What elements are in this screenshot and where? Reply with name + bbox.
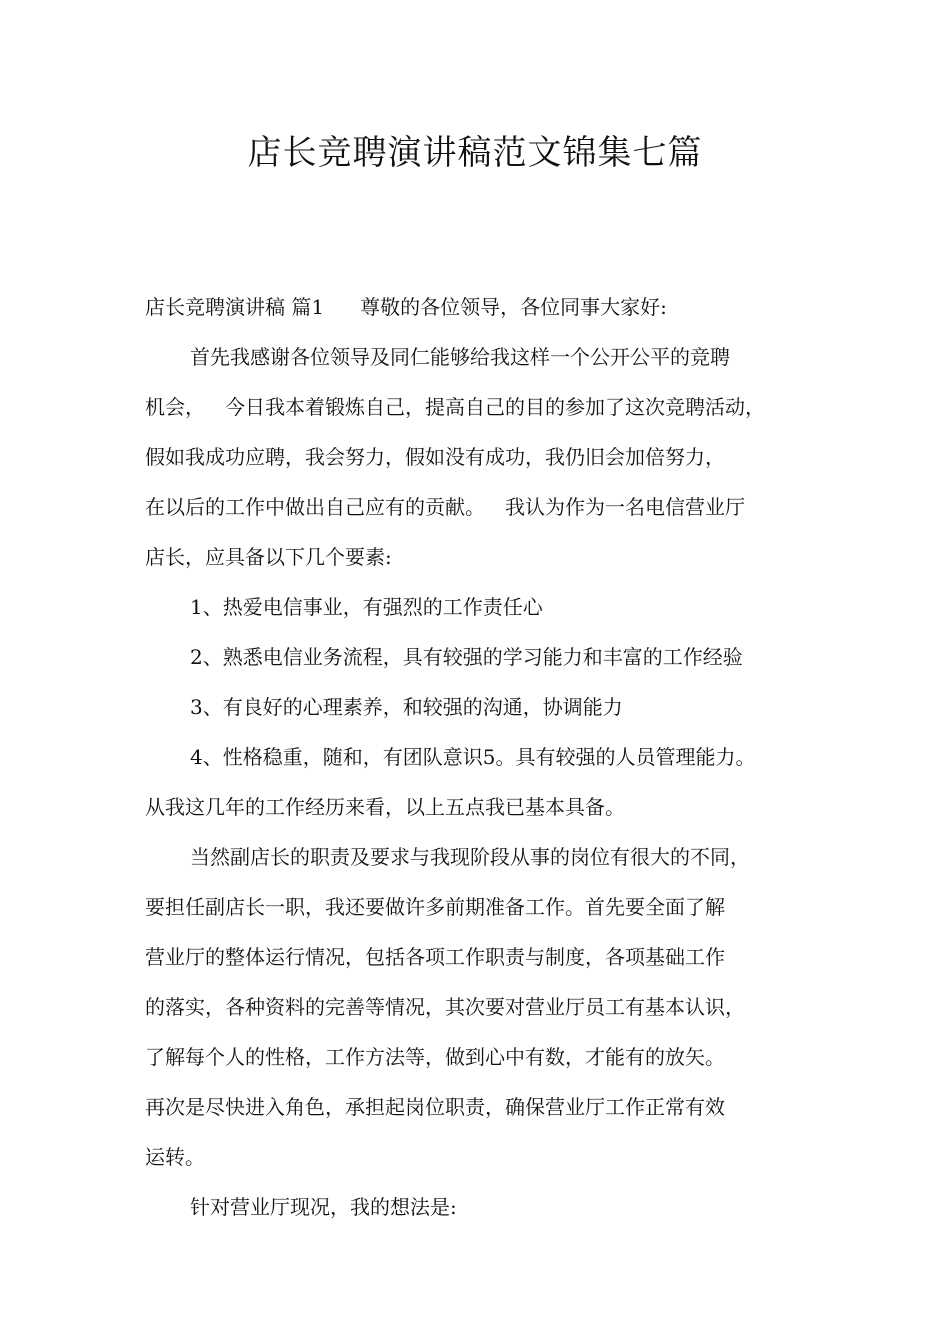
document-title: 店长竞聘演讲稿范文锦集七篇: [247, 133, 703, 173]
paragraph-line: 运转。: [145, 1145, 205, 1169]
paragraph-line: [145, 382, 825, 432]
list-item: 1、热爱电信事业，有强烈的工作责任心: [190, 595, 543, 619]
paragraph-line: 再次是尽快进入角色，承担起岗位职责，确保营业厅工作正常有效: [145, 1095, 725, 1119]
document-body: [145, 282, 825, 1232]
paragraph-line: 的落实，各种资料的完善等情况，其次要对营业厅员工有基本认识，: [145, 995, 745, 1019]
paragraph-line: 店长，应具备以下几个要素:: [145, 545, 392, 569]
salutation: 尊敬的各位领导，各位同事大家好:: [360, 295, 667, 319]
paragraph-line: 要担任副店长一职，我还要做许多前期准备工作。首先要全面了解: [145, 895, 725, 919]
paragraph-text: 今日我本着锻炼自己，提高自己的目的参加了这次竞聘活动，: [225, 395, 765, 419]
paragraph-line: 针对营业厅现况，我的想法是:: [190, 1195, 457, 1219]
paragraph-line: 假如我成功应聘，我会努力，假如没有成功，我仍旧会加倍努力，: [145, 445, 725, 469]
section-heading-line: [145, 282, 825, 332]
section-heading: 店长竞聘演讲稿 篇1: [145, 295, 325, 319]
paragraph-line: [145, 482, 825, 532]
paragraph-text: 机会，: [145, 395, 205, 419]
paragraph-line: 从我这几年的工作经历来看，以上五点我已基本具备。: [145, 795, 625, 819]
paragraph-text: 在以后的工作中做出自己应有的贡献。: [145, 495, 485, 519]
paragraph-text: 我认为作为一名电信营业厅: [505, 495, 745, 519]
list-item: 4、性格稳重，随和，有团队意识5。具有较强的人员管理能力。: [190, 745, 756, 769]
paragraph-line: 当然副店长的职责及要求与我现阶段从事的岗位有很大的不同，: [190, 845, 750, 869]
paragraph-line: 首先我感谢各位领导及同仁能够给我这样一个公开公平的竞聘: [190, 345, 730, 369]
list-item: 3、有良好的心理素养，和较强的沟通，协调能力: [190, 695, 623, 719]
paragraph-line: 营业厅的整体运行情况，包括各项工作职责与制度，各项基础工作: [145, 945, 725, 969]
paragraph-line: 了解每个人的性格，工作方法等，做到心中有数，才能有的放矢。: [145, 1045, 725, 1069]
list-item: 2、熟悉电信业务流程，具有较强的学习能力和丰富的工作经验: [190, 645, 743, 669]
